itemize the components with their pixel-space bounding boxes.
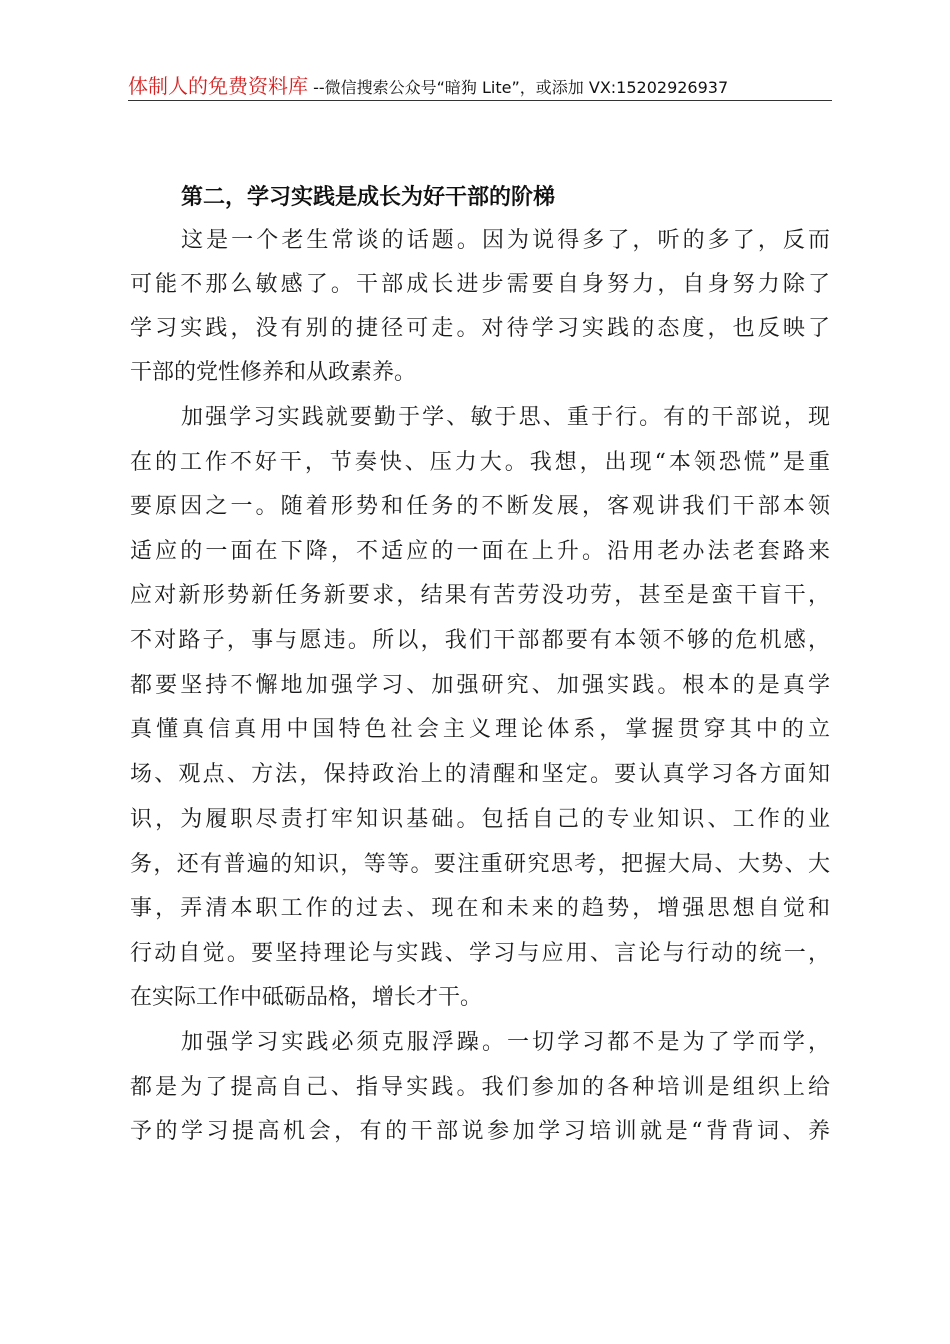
text-line: 应对新形势新任务新要求，结果有苦劳没功劳，甚至是蛮干盲干， (130, 583, 830, 608)
header-note: --微信搜索公众号“暗狗 Lite”，或添加 VX:15202926937 (313, 78, 729, 97)
text-line: 学习实践，没有别的捷径可走。对待学习实践的态度，也反映了 (130, 316, 830, 341)
text-line: 加强学习实践必须克服浮躁。一切学习都不是为了学而学， (181, 1030, 830, 1055)
header-brand: 体制人的免费资料库 (128, 74, 308, 98)
text-line: 场、观点、方法，保持政治上的清醒和坚定。要认真学习各方面知 (130, 762, 830, 787)
text-line: 真懂真信真用中国特色社会主义理论体系，掌握贯穿其中的立 (130, 717, 830, 742)
text-line: 这是一个老生常谈的话题。因为说得多了，听的多了，反而 (181, 228, 830, 253)
text-line: 干部的党性修养和从政素养。 (130, 360, 417, 385)
text-line: 行动自觉。要坚持理论与实践、学习与应用、言论与行动的统一， (130, 941, 830, 966)
text-line: 要原因之一。随着形势和任务的不断发展，客观讲我们干部本领 (130, 494, 830, 519)
text-line: 在实际工作中砥砺品格，增长才干。 (130, 985, 483, 1010)
text-line: 务，还有普遍的知识，等等。要注重研究思考，把握大局、大势、大 (130, 852, 830, 877)
section-heading: 第二，学习实践是成长为好干部的阶梯 (181, 185, 556, 210)
text-line: 事，弄清本职工作的过去、现在和未来的趋势，增强思想自觉和 (130, 896, 830, 921)
text-line: 都是为了提高自己、指导实践。我们参加的各种培训是组织上给 (130, 1075, 830, 1100)
text-line: 予的学习提高机会，有的干部说参加学习培训就是“背背词、养 (130, 1119, 830, 1144)
text-line: 适应的一面在下降，不适应的一面在上升。沿用老办法老套路来 (130, 539, 830, 564)
text-line: 识，为履职尽责打牢知识基础。包括自己的专业知识、工作的业 (130, 807, 830, 832)
text-line: 在的工作不好干，节奏快、压力大。我想，出现“本领恐慌”是重 (130, 450, 830, 475)
text-line: 都要坚持不懈地加强学习、加强研究、加强实践。根本的是真学 (130, 673, 830, 698)
text-line: 可能不那么敏感了。干部成长进步需要自身努力，自身努力除了 (130, 272, 830, 297)
text-line: 加强学习实践就要勤于学、敏于思、重于行。有的干部说，现 (181, 405, 830, 430)
page-header (128, 70, 832, 101)
text-line: 不对路子，事与愿违。所以，我们干部都要有本领不够的危机感， (130, 628, 830, 653)
